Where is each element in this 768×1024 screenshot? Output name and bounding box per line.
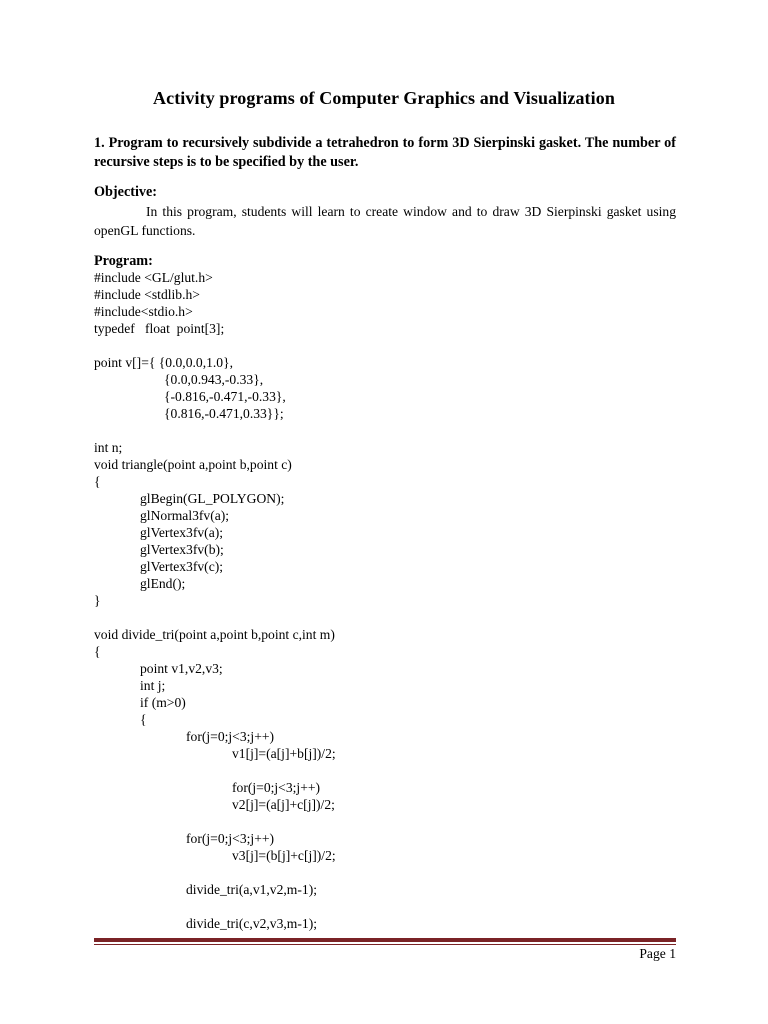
code-line: point v1,v2,v3; <box>140 661 223 676</box>
code-block <box>94 269 694 932</box>
code-line: } <box>94 593 101 608</box>
code-line: { <box>140 712 147 727</box>
code-line <box>94 898 694 915</box>
code-line: for(j=0;j<3;j++) <box>232 780 321 795</box>
code-line <box>94 864 694 881</box>
program-heading: Program: <box>94 253 153 269</box>
code-line: glVertex3fv(c); <box>140 559 224 574</box>
code-line: int j; <box>140 678 166 693</box>
footer-rule <box>94 938 676 942</box>
code-line: #include<stdio.h> <box>94 304 193 319</box>
code-line: { <box>94 474 101 489</box>
code-line: glVertex3fv(b); <box>140 542 224 557</box>
code-line <box>94 337 694 354</box>
document-title: Activity programs of Computer Graphics and Visualization <box>153 88 615 108</box>
code-line: divide_tri(c,v2,v3,m-1); <box>186 916 317 931</box>
question-text: 1. Program to recursively subdivide a tetrahedron to form 3D Sierpinski gasket. The number of recursive steps is to be specified by the user. <box>94 135 676 170</box>
code-line: v1[j]=(a[j]+b[j])/2; <box>232 746 336 761</box>
objective-text: In this program, students will learn to create window and to draw 3D Sierpinski gasket using openGL functions. <box>94 204 676 238</box>
page-number: Page 1 <box>639 946 676 961</box>
code-line: for(j=0;j<3;j++) <box>186 831 275 846</box>
code-line: {-0.816,-0.471,-0.33}, <box>164 389 286 404</box>
code-line <box>94 609 694 626</box>
code-line: void triangle(point a,point b,point c) <box>94 457 292 472</box>
code-line: divide_tri(a,v1,v2,m-1); <box>186 882 317 897</box>
code-line: #include <GL/glut.h> <box>94 270 213 285</box>
objective-heading: Objective: <box>94 184 158 200</box>
code-line: v3[j]=(b[j]+c[j])/2; <box>232 848 336 863</box>
code-line: void divide_tri(point a,point b,point c,int m) <box>94 627 335 642</box>
code-line: {0.816,-0.471,0.33}}; <box>164 406 284 421</box>
code-line: typedef float point[3]; <box>94 321 225 336</box>
code-line: for(j=0;j<3;j++) <box>186 729 275 744</box>
code-line <box>94 762 694 779</box>
code-line: glBegin(GL_POLYGON); <box>140 491 285 506</box>
code-line: { <box>94 644 101 659</box>
code-line: glVertex3fv(a); <box>140 525 224 540</box>
code-line: point v[]={ {0.0,0.0,1.0}, <box>94 355 234 370</box>
code-line: v2[j]=(a[j]+c[j])/2; <box>232 797 335 812</box>
code-line: int n; <box>94 440 123 455</box>
code-line <box>94 422 694 439</box>
footer-rule-thin <box>94 944 676 945</box>
code-line: if (m>0) <box>140 695 186 710</box>
code-line: glEnd(); <box>140 576 186 591</box>
code-line <box>94 813 694 830</box>
code-line: {0.0,0.943,-0.33}, <box>164 372 264 387</box>
code-line: glNormal3fv(a); <box>140 508 230 523</box>
code-line: #include <stdlib.h> <box>94 287 200 302</box>
